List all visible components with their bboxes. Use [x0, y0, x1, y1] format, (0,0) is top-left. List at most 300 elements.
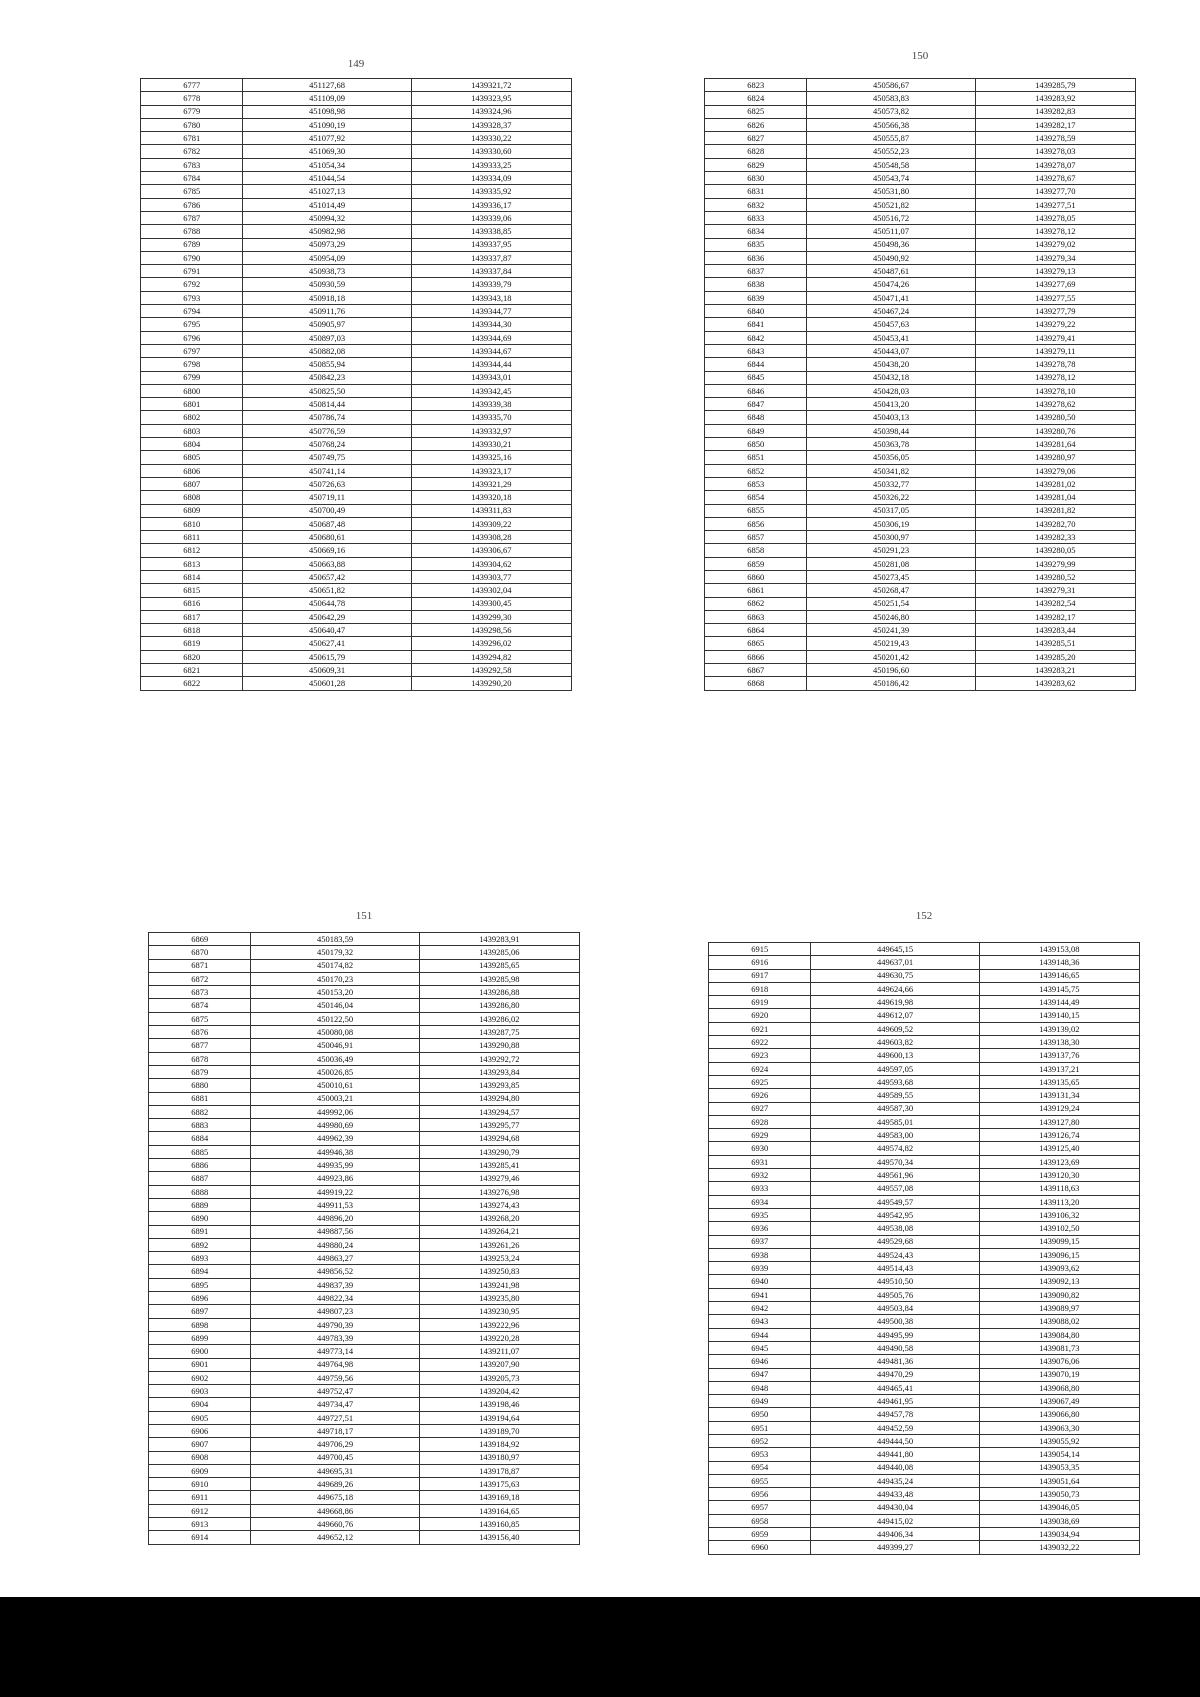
point-number-cell: 6930 [709, 1142, 811, 1155]
point-number-cell: 6886 [149, 1159, 251, 1172]
x-coordinate-cell: 450644,78 [243, 597, 411, 610]
x-coordinate-cell: 449529,68 [811, 1235, 979, 1248]
table-row [149, 1438, 580, 1451]
x-coordinate-cell: 450490,92 [807, 251, 975, 264]
table-row [149, 1105, 580, 1118]
point-number-cell: 6901 [149, 1358, 251, 1371]
table-row [709, 1275, 1140, 1288]
table-row [709, 1434, 1140, 1447]
y-coordinate-cell: 1439126,74 [979, 1129, 1139, 1142]
table-row [709, 1262, 1140, 1275]
table-row [705, 584, 1136, 597]
x-coordinate-cell: 450003,21 [251, 1092, 419, 1105]
table-row [149, 1278, 580, 1291]
table-row [705, 291, 1136, 304]
table-row [709, 969, 1140, 982]
point-number-cell: 6951 [709, 1421, 811, 1434]
point-number-cell: 6805 [141, 451, 243, 464]
point-number-cell: 6837 [705, 265, 807, 278]
table-row [705, 344, 1136, 357]
y-coordinate-cell: 1439222,96 [419, 1318, 579, 1331]
table-row [149, 1331, 580, 1344]
x-coordinate-cell: 449652,12 [251, 1531, 419, 1544]
table-row [709, 1036, 1140, 1049]
table-row [705, 105, 1136, 118]
y-coordinate-cell: 1439285,20 [975, 650, 1135, 663]
x-coordinate-cell: 449600,13 [811, 1049, 979, 1062]
y-coordinate-cell: 1439285,51 [975, 637, 1135, 650]
y-coordinate-cell: 1439290,20 [411, 677, 571, 690]
y-coordinate-cell: 1439050,73 [979, 1488, 1139, 1501]
y-coordinate-cell: 1439268,20 [419, 1212, 579, 1225]
y-coordinate-cell: 1439304,62 [411, 557, 571, 570]
y-coordinate-cell: 1439330,22 [411, 132, 571, 145]
x-coordinate-cell: 450930,59 [243, 278, 411, 291]
x-coordinate-cell: 449764,98 [251, 1358, 419, 1371]
y-coordinate-cell: 1439279,99 [975, 557, 1135, 570]
x-coordinate-cell: 450918,18 [243, 291, 411, 304]
point-number-cell: 6824 [705, 92, 807, 105]
table-row [141, 145, 572, 158]
table-row [149, 1398, 580, 1411]
x-coordinate-cell: 450954,09 [243, 251, 411, 264]
x-coordinate-cell: 450498,36 [807, 238, 975, 251]
x-coordinate-cell: 449524,43 [811, 1248, 979, 1261]
point-number-cell: 6812 [141, 544, 243, 557]
table-row [149, 1345, 580, 1358]
y-coordinate-cell: 1439090,82 [979, 1288, 1139, 1301]
point-number-cell: 6793 [141, 291, 243, 304]
x-coordinate-cell: 449415,02 [811, 1514, 979, 1527]
point-number-cell: 6893 [149, 1252, 251, 1265]
table-row [149, 1145, 580, 1158]
x-coordinate-cell: 450855,94 [243, 358, 411, 371]
point-number-cell: 6833 [705, 211, 807, 224]
point-number-cell: 6917 [709, 969, 811, 982]
point-number-cell: 6851 [705, 451, 807, 464]
table-row [141, 291, 572, 304]
y-coordinate-cell: 1439285,41 [419, 1159, 579, 1172]
table-row [709, 1222, 1140, 1235]
y-coordinate-cell: 1439330,21 [411, 438, 571, 451]
x-coordinate-cell: 449609,52 [811, 1022, 979, 1035]
table-row [709, 1514, 1140, 1527]
table-row [141, 451, 572, 464]
x-coordinate-cell: 451098,98 [243, 105, 411, 118]
point-number-cell: 6871 [149, 959, 251, 972]
x-coordinate-cell: 449807,23 [251, 1305, 419, 1318]
point-number-cell: 6875 [149, 1012, 251, 1025]
table-row [709, 1328, 1140, 1341]
point-number-cell: 6900 [149, 1345, 251, 1358]
point-number-cell: 6822 [141, 677, 243, 690]
y-coordinate-cell: 1439092,13 [979, 1275, 1139, 1288]
table-row [705, 278, 1136, 291]
table-row [709, 1115, 1140, 1128]
y-coordinate-cell: 1439344,69 [411, 331, 571, 344]
table-row [705, 610, 1136, 623]
point-number-cell: 6777 [141, 79, 243, 92]
table-row [149, 946, 580, 959]
x-coordinate-cell: 450615,79 [243, 650, 411, 663]
point-number-cell: 6860 [705, 570, 807, 583]
table-row [705, 225, 1136, 238]
x-coordinate-cell: 449465,41 [811, 1381, 979, 1394]
table-row [149, 1212, 580, 1225]
table-row [709, 1142, 1140, 1155]
table-row [149, 1079, 580, 1092]
x-coordinate-cell: 449452,59 [811, 1421, 979, 1434]
x-coordinate-cell: 449624,66 [811, 982, 979, 995]
y-coordinate-cell: 1439280,50 [975, 411, 1135, 424]
y-coordinate-cell: 1439220,28 [419, 1331, 579, 1344]
table-row [705, 491, 1136, 504]
point-number-cell: 6894 [149, 1265, 251, 1278]
x-coordinate-cell: 450555,87 [807, 132, 975, 145]
y-coordinate-cell: 1439277,70 [975, 185, 1135, 198]
x-coordinate-cell: 449557,08 [811, 1182, 979, 1195]
table-row [709, 1474, 1140, 1487]
point-number-cell: 6846 [705, 384, 807, 397]
coordinates-table [704, 78, 1136, 691]
point-number-cell: 6798 [141, 358, 243, 371]
x-coordinate-cell: 449495,99 [811, 1328, 979, 1341]
x-coordinate-cell: 451109,09 [243, 92, 411, 105]
table-row [149, 1478, 580, 1491]
table-row [705, 371, 1136, 384]
page-number: 149 [347, 58, 365, 70]
point-number-cell: 6938 [709, 1248, 811, 1261]
x-coordinate-cell: 450719,11 [243, 491, 411, 504]
table-row [705, 624, 1136, 637]
y-coordinate-cell: 1439038,69 [979, 1514, 1139, 1527]
point-number-cell: 6937 [709, 1235, 811, 1248]
point-number-cell: 6803 [141, 424, 243, 437]
y-coordinate-cell: 1439294,57 [419, 1105, 579, 1118]
point-number-cell: 6885 [149, 1145, 251, 1158]
x-coordinate-cell: 449645,15 [811, 943, 979, 956]
y-coordinate-cell: 1439283,21 [975, 664, 1135, 677]
table-row [709, 1395, 1140, 1408]
x-coordinate-cell: 450680,61 [243, 531, 411, 544]
table-row [705, 185, 1136, 198]
x-coordinate-cell: 450146,04 [251, 999, 419, 1012]
x-coordinate-cell: 449863,27 [251, 1252, 419, 1265]
point-number-cell: 6810 [141, 517, 243, 530]
x-coordinate-cell: 450776,59 [243, 424, 411, 437]
table-row [149, 1092, 580, 1105]
point-number-cell: 6904 [149, 1398, 251, 1411]
point-number-cell: 6825 [705, 105, 807, 118]
x-coordinate-cell: 449773,14 [251, 1345, 419, 1358]
y-coordinate-cell: 1439320,18 [411, 491, 571, 504]
y-coordinate-cell: 1439175,63 [419, 1478, 579, 1491]
table-row [141, 238, 572, 251]
y-coordinate-cell: 1439205,73 [419, 1371, 579, 1384]
x-coordinate-cell: 449790,39 [251, 1318, 419, 1331]
x-coordinate-cell: 451090,19 [243, 118, 411, 131]
y-coordinate-cell: 1439131,34 [979, 1089, 1139, 1102]
table-row [705, 318, 1136, 331]
x-coordinate-cell: 449514,43 [811, 1262, 979, 1275]
point-number-cell: 6916 [709, 956, 811, 969]
point-number-cell: 6880 [149, 1079, 251, 1092]
x-coordinate-cell: 449612,07 [811, 1009, 979, 1022]
x-coordinate-cell: 449919,22 [251, 1185, 419, 1198]
x-coordinate-cell: 450905,97 [243, 318, 411, 331]
table-row [141, 278, 572, 291]
table-row [705, 557, 1136, 570]
point-number-cell: 6908 [149, 1451, 251, 1464]
y-coordinate-cell: 1439276,98 [419, 1185, 579, 1198]
y-coordinate-cell: 1439211,07 [419, 1345, 579, 1358]
x-coordinate-cell: 450403,13 [807, 411, 975, 424]
x-coordinate-cell: 449435,24 [811, 1474, 979, 1487]
x-coordinate-cell: 449510,50 [811, 1275, 979, 1288]
point-number-cell: 6887 [149, 1172, 251, 1185]
point-number-cell: 6866 [705, 650, 807, 663]
table-row [705, 438, 1136, 451]
point-number-cell: 6856 [705, 517, 807, 530]
y-coordinate-cell: 1439323,17 [411, 464, 571, 477]
table-row [141, 584, 572, 597]
y-coordinate-cell: 1439335,92 [411, 185, 571, 198]
point-number-cell: 6816 [141, 597, 243, 610]
point-number-cell: 6883 [149, 1119, 251, 1132]
y-coordinate-cell: 1439338,85 [411, 225, 571, 238]
y-coordinate-cell: 1439189,70 [419, 1424, 579, 1437]
y-coordinate-cell: 1439278,59 [975, 132, 1135, 145]
point-number-cell: 6910 [149, 1478, 251, 1491]
point-number-cell: 6933 [709, 1182, 811, 1195]
x-coordinate-cell: 450273,45 [807, 570, 975, 583]
y-coordinate-cell: 1439282,17 [975, 118, 1135, 131]
point-number-cell: 6780 [141, 118, 243, 131]
point-number-cell: 6896 [149, 1292, 251, 1305]
x-coordinate-cell: 450317,05 [807, 504, 975, 517]
y-coordinate-cell: 1439294,82 [411, 650, 571, 663]
x-coordinate-cell: 451077,92 [243, 132, 411, 145]
x-coordinate-cell: 449630,75 [811, 969, 979, 982]
coordinates-table [148, 932, 580, 1545]
x-coordinate-cell: 450467,24 [807, 305, 975, 318]
y-coordinate-cell: 1439283,44 [975, 624, 1135, 637]
table-row [141, 79, 572, 92]
table-row [705, 265, 1136, 278]
table-row [705, 211, 1136, 224]
table-row [141, 464, 572, 477]
x-coordinate-cell: 450174,82 [251, 959, 419, 972]
y-coordinate-cell: 1439081,73 [979, 1341, 1139, 1354]
x-coordinate-cell: 450601,28 [243, 677, 411, 690]
point-number-cell: 6944 [709, 1328, 811, 1341]
point-number-cell: 6928 [709, 1115, 811, 1128]
table-row [709, 1235, 1140, 1248]
table-row [705, 145, 1136, 158]
y-coordinate-cell: 1439241,98 [419, 1278, 579, 1291]
point-number-cell: 6942 [709, 1302, 811, 1315]
x-coordinate-cell: 450651,82 [243, 584, 411, 597]
x-coordinate-cell: 449980,69 [251, 1119, 419, 1132]
table-row [141, 504, 572, 517]
point-number-cell: 6792 [141, 278, 243, 291]
y-coordinate-cell: 1439282,83 [975, 105, 1135, 118]
point-number-cell: 6788 [141, 225, 243, 238]
point-number-cell: 6913 [149, 1518, 251, 1531]
y-coordinate-cell: 1439279,41 [975, 331, 1135, 344]
table-row [149, 1252, 580, 1265]
table-row [141, 118, 572, 131]
y-coordinate-cell: 1439279,34 [975, 251, 1135, 264]
y-coordinate-cell: 1439099,15 [979, 1235, 1139, 1248]
table-row [705, 331, 1136, 344]
table-row [709, 1062, 1140, 1075]
x-coordinate-cell: 450201,42 [807, 650, 975, 663]
table-row [705, 198, 1136, 211]
point-number-cell: 6960 [709, 1541, 811, 1554]
point-number-cell: 6858 [705, 544, 807, 557]
x-coordinate-cell: 449783,39 [251, 1331, 419, 1344]
point-number-cell: 6902 [149, 1371, 251, 1384]
x-coordinate-cell: 449706,29 [251, 1438, 419, 1451]
table-row [705, 132, 1136, 145]
y-coordinate-cell: 1439279,06 [975, 464, 1135, 477]
x-coordinate-cell: 449433,48 [811, 1488, 979, 1501]
y-coordinate-cell: 1439034,94 [979, 1528, 1139, 1541]
x-coordinate-cell: 450548,58 [807, 158, 975, 171]
point-number-cell: 6781 [141, 132, 243, 145]
coordinates-table [708, 942, 1140, 1555]
table-row [141, 477, 572, 490]
x-coordinate-cell: 451069,30 [243, 145, 411, 158]
point-number-cell: 6954 [709, 1461, 811, 1474]
x-coordinate-cell: 450153,20 [251, 986, 419, 999]
y-coordinate-cell: 1439294,68 [419, 1132, 579, 1145]
table-row [705, 477, 1136, 490]
y-coordinate-cell: 1439285,79 [975, 79, 1135, 92]
point-number-cell: 6905 [149, 1411, 251, 1424]
point-number-cell: 6838 [705, 278, 807, 291]
x-coordinate-cell: 450586,67 [807, 79, 975, 92]
y-coordinate-cell: 1439084,80 [979, 1328, 1139, 1341]
y-coordinate-cell: 1439278,10 [975, 384, 1135, 397]
point-number-cell: 6796 [141, 331, 243, 344]
x-coordinate-cell: 449911,53 [251, 1198, 419, 1211]
point-number-cell: 6943 [709, 1315, 811, 1328]
point-number-cell: 6802 [141, 411, 243, 424]
table-row [141, 557, 572, 570]
x-coordinate-cell: 449837,39 [251, 1278, 419, 1291]
x-coordinate-cell: 449570,34 [811, 1155, 979, 1168]
y-coordinate-cell: 1439335,70 [411, 411, 571, 424]
point-number-cell: 6791 [141, 265, 243, 278]
point-number-cell: 6859 [705, 557, 807, 570]
x-coordinate-cell: 450026,85 [251, 1065, 419, 1078]
x-coordinate-cell: 450453,41 [807, 331, 975, 344]
table-row [149, 1119, 580, 1132]
x-coordinate-cell: 449880,24 [251, 1238, 419, 1251]
x-coordinate-cell: 449675,18 [251, 1491, 419, 1504]
point-number-cell: 6829 [705, 158, 807, 171]
x-coordinate-cell: 449430,04 [811, 1501, 979, 1514]
point-number-cell: 6827 [705, 132, 807, 145]
point-number-cell: 6906 [149, 1424, 251, 1437]
table-row [709, 1129, 1140, 1142]
table-row [141, 664, 572, 677]
y-coordinate-cell: 1439303,77 [411, 570, 571, 583]
y-coordinate-cell: 1439156,40 [419, 1531, 579, 1544]
x-coordinate-cell: 449561,96 [811, 1169, 979, 1182]
point-number-cell: 6955 [709, 1474, 811, 1487]
table-row [141, 438, 572, 451]
x-coordinate-cell: 449923,86 [251, 1172, 419, 1185]
point-number-cell: 6873 [149, 986, 251, 999]
x-coordinate-cell: 449619,98 [811, 996, 979, 1009]
x-coordinate-cell: 449689,26 [251, 1478, 419, 1491]
point-number-cell: 6853 [705, 477, 807, 490]
x-coordinate-cell: 449583,00 [811, 1129, 979, 1142]
point-number-cell: 6779 [141, 105, 243, 118]
table-row [705, 664, 1136, 677]
y-coordinate-cell: 1439321,29 [411, 477, 571, 490]
point-number-cell: 6795 [141, 318, 243, 331]
y-coordinate-cell: 1439277,55 [975, 291, 1135, 304]
table-row [705, 544, 1136, 557]
x-coordinate-cell: 450170,23 [251, 972, 419, 985]
y-coordinate-cell: 1439277,69 [975, 278, 1135, 291]
x-coordinate-cell: 449896,20 [251, 1212, 419, 1225]
point-number-cell: 6797 [141, 344, 243, 357]
table-row [141, 597, 572, 610]
point-number-cell: 6787 [141, 211, 243, 224]
y-coordinate-cell: 1439302,04 [411, 584, 571, 597]
point-number-cell: 6927 [709, 1102, 811, 1115]
y-coordinate-cell: 1439278,12 [975, 371, 1135, 384]
point-number-cell: 6865 [705, 637, 807, 650]
y-coordinate-cell: 1439127,80 [979, 1115, 1139, 1128]
x-coordinate-cell: 450341,82 [807, 464, 975, 477]
table-row [141, 424, 572, 437]
point-number-cell: 6884 [149, 1132, 251, 1145]
x-coordinate-cell: 451044,54 [243, 172, 411, 185]
y-coordinate-cell: 1439337,84 [411, 265, 571, 278]
x-coordinate-cell: 450332,77 [807, 477, 975, 490]
y-coordinate-cell: 1439135,65 [979, 1075, 1139, 1088]
y-coordinate-cell: 1439283,92 [975, 92, 1135, 105]
y-coordinate-cell: 1439180,97 [419, 1451, 579, 1464]
y-coordinate-cell: 1439063,30 [979, 1421, 1139, 1434]
table-row [705, 531, 1136, 544]
y-coordinate-cell: 1439113,20 [979, 1195, 1139, 1208]
point-number-cell: 6950 [709, 1408, 811, 1421]
point-number-cell: 6945 [709, 1341, 811, 1354]
point-number-cell: 6892 [149, 1238, 251, 1251]
y-coordinate-cell: 1439294,80 [419, 1092, 579, 1105]
y-coordinate-cell: 1439344,77 [411, 305, 571, 318]
y-coordinate-cell: 1439281,02 [975, 477, 1135, 490]
y-coordinate-cell: 1439336,17 [411, 198, 571, 211]
y-coordinate-cell: 1439178,87 [419, 1464, 579, 1477]
table-row [705, 597, 1136, 610]
point-number-cell: 6891 [149, 1225, 251, 1238]
point-number-cell: 6806 [141, 464, 243, 477]
y-coordinate-cell: 1439281,04 [975, 491, 1135, 504]
point-number-cell: 6952 [709, 1434, 811, 1447]
table-row [141, 371, 572, 384]
table-row [149, 1358, 580, 1371]
y-coordinate-cell: 1439053,35 [979, 1461, 1139, 1474]
point-number-cell: 6804 [141, 438, 243, 451]
